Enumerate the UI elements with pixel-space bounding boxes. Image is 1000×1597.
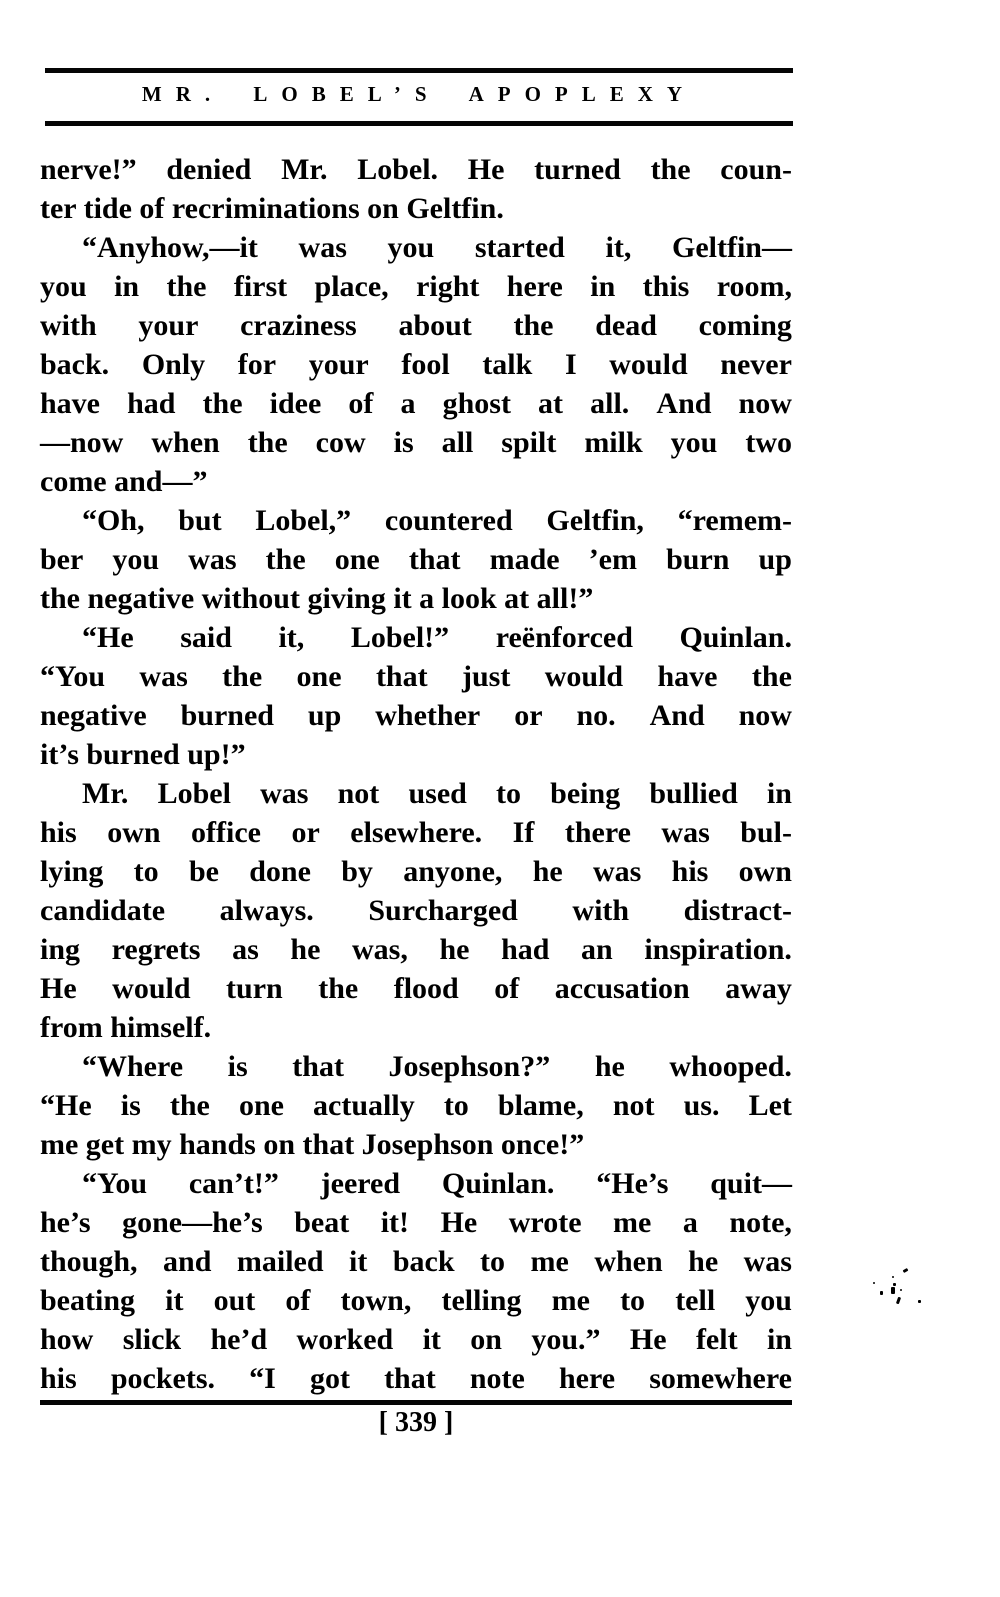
word: he’d	[210, 1323, 268, 1356]
word: worked	[296, 1323, 394, 1356]
word: town,	[340, 1284, 412, 1317]
word: to	[480, 1245, 506, 1278]
word: coun-	[720, 153, 792, 186]
word: talk	[482, 348, 533, 381]
word: me	[530, 1245, 569, 1278]
word: but	[178, 504, 222, 537]
word: the	[513, 309, 554, 342]
word: up	[307, 699, 342, 732]
word: in	[590, 270, 616, 303]
word: He	[467, 153, 505, 186]
word: with	[572, 894, 630, 927]
word: he	[439, 933, 470, 966]
word: quit—	[710, 1167, 792, 1200]
word: note,	[729, 1206, 792, 1239]
word: when	[594, 1245, 663, 1278]
text-line	[40, 540, 792, 579]
word: can’t!”	[188, 1167, 279, 1200]
word: had	[501, 933, 550, 966]
word: it	[349, 1245, 368, 1278]
word: at	[538, 387, 564, 420]
word: never	[720, 348, 792, 381]
word: or	[291, 816, 320, 849]
word: no.	[576, 699, 616, 732]
ink-speck	[891, 1287, 895, 1294]
word: denied	[166, 153, 252, 186]
word: bullied	[649, 777, 738, 810]
word: “You	[82, 1167, 148, 1200]
word: “Anyhow,—it	[82, 231, 258, 264]
paragraph	[40, 1164, 792, 1398]
word: ing	[40, 933, 81, 966]
word: up	[758, 543, 792, 576]
word: one	[296, 660, 342, 693]
word: that	[384, 1362, 436, 1395]
word: ’em	[588, 543, 637, 576]
word: whooped.	[669, 1050, 792, 1083]
word: was,	[352, 933, 408, 966]
ink-speck	[903, 1268, 909, 1273]
text-line: come and—”	[40, 465, 208, 498]
word: that	[375, 660, 428, 693]
word: coming	[698, 309, 792, 342]
word: a	[682, 1206, 698, 1239]
word: right	[416, 270, 480, 303]
word: If	[512, 816, 535, 849]
word: gone—he’s	[122, 1206, 263, 1239]
word: it!	[380, 1206, 410, 1239]
word: when	[151, 426, 220, 459]
word: is	[393, 426, 414, 459]
word: would	[112, 972, 191, 1005]
word: slick	[122, 1323, 182, 1356]
word: was	[260, 777, 309, 810]
word: the	[222, 660, 263, 693]
word: was	[743, 1245, 792, 1278]
text-line	[40, 1164, 792, 1203]
word: your	[308, 348, 369, 381]
word: bul-	[740, 816, 792, 849]
word: first	[233, 270, 288, 303]
text-line: the negative without giving it a look at all!”	[40, 582, 594, 615]
text-line	[40, 969, 792, 1008]
word: his	[671, 855, 709, 888]
word: spilt	[501, 426, 557, 459]
text-line	[40, 1242, 792, 1281]
paragraph	[40, 1047, 792, 1164]
text-line	[40, 1086, 792, 1125]
word: Quinlan.	[679, 621, 792, 654]
word: ghost	[442, 387, 511, 420]
text-line	[40, 618, 792, 657]
word: fool	[401, 348, 450, 381]
word: one	[238, 1089, 284, 1122]
word: in	[766, 777, 792, 810]
word: mailed	[236, 1245, 324, 1278]
header-rule-bottom	[45, 121, 793, 126]
text-line	[40, 1359, 792, 1398]
word: elsewhere.	[350, 816, 483, 849]
word: felt	[695, 1323, 738, 1356]
text-line	[40, 1047, 792, 1086]
word: Lobel.	[357, 153, 439, 186]
word: ber	[40, 543, 84, 576]
text-line	[40, 774, 792, 813]
text-line	[40, 1203, 792, 1242]
word: “You	[40, 660, 106, 693]
text-line: ter tide of recriminations on Geltfin.	[40, 192, 504, 225]
word: actually	[313, 1089, 415, 1122]
word: —now	[40, 426, 124, 459]
word: on	[470, 1323, 502, 1356]
word: about	[398, 309, 472, 342]
word: to	[133, 855, 159, 888]
word: He	[440, 1206, 478, 1239]
page-number: [ 339 ]	[378, 1407, 454, 1438]
word: it	[165, 1284, 184, 1317]
word: now	[738, 699, 792, 732]
word: this	[642, 270, 690, 303]
word: distract-	[683, 894, 792, 927]
word: turned	[534, 153, 621, 186]
word: reënforced	[495, 621, 633, 654]
word: you	[112, 543, 160, 576]
word: would	[544, 660, 624, 693]
word: Josephson?”	[388, 1050, 551, 1083]
word: own	[738, 855, 792, 888]
word: cow	[315, 426, 366, 459]
word: the	[650, 153, 691, 186]
text-line	[40, 423, 792, 462]
word: was	[188, 543, 237, 576]
paragraph	[40, 618, 792, 774]
word: lying	[40, 855, 104, 888]
word: be	[188, 855, 219, 888]
word: of	[285, 1284, 311, 1317]
word: a	[400, 387, 416, 420]
word: idee	[269, 387, 322, 420]
word: He	[629, 1323, 667, 1356]
word: his	[40, 816, 77, 849]
word: was	[298, 231, 347, 264]
word: us.	[683, 1089, 720, 1122]
word: inspiration.	[644, 933, 792, 966]
word: out	[213, 1284, 256, 1317]
ink-speck	[873, 1282, 875, 1284]
word: he	[688, 1245, 719, 1278]
word: the	[247, 426, 288, 459]
word: dead	[595, 309, 657, 342]
word: that	[292, 1050, 344, 1083]
paragraph	[40, 150, 792, 228]
word: somewhere	[649, 1362, 792, 1395]
word: He	[40, 972, 77, 1005]
text-line	[40, 930, 792, 969]
word: pockets.	[110, 1362, 215, 1395]
word: here	[558, 1362, 616, 1395]
text-line	[40, 813, 792, 852]
word: said	[180, 621, 232, 654]
word: by	[341, 855, 373, 888]
word: is	[227, 1050, 248, 1083]
word: of	[348, 387, 374, 420]
paragraph	[40, 501, 792, 618]
word: I	[564, 348, 577, 381]
word: he	[594, 1050, 625, 1083]
word: craziness	[240, 309, 357, 342]
word: turn	[226, 972, 283, 1005]
word: and	[163, 1245, 212, 1278]
word: he’s	[40, 1206, 91, 1239]
word: the	[751, 660, 792, 693]
word: whether	[375, 699, 481, 732]
text-line	[40, 228, 792, 267]
word: Lobel,”	[255, 504, 352, 537]
word: “He	[82, 621, 134, 654]
text-line: me get my hands on that Josephson once!”	[40, 1128, 585, 1161]
text-line: from himself.	[40, 1011, 212, 1044]
word: you	[670, 426, 718, 459]
word: to	[620, 1284, 646, 1317]
word: he	[290, 933, 321, 966]
word: flood	[393, 972, 459, 1005]
word: an	[581, 933, 613, 966]
word: all.	[590, 387, 630, 420]
word: your	[138, 309, 199, 342]
word: started	[474, 231, 565, 264]
word: that	[408, 543, 461, 576]
ink-speck	[892, 1276, 894, 1278]
word: you	[745, 1284, 792, 1317]
word: always.	[219, 894, 314, 927]
page-text	[40, 150, 792, 1398]
text-line	[40, 891, 792, 930]
ink-speck	[918, 1300, 921, 1303]
word: note	[469, 1362, 525, 1395]
word: negative	[40, 699, 147, 732]
word: “I	[249, 1362, 276, 1395]
word: own	[107, 816, 161, 849]
word: tell	[675, 1284, 716, 1317]
word: the	[202, 387, 243, 420]
text-line	[40, 1281, 792, 1320]
word: was	[139, 660, 188, 693]
header-rule-top	[45, 68, 793, 73]
word: just	[462, 660, 511, 693]
word: is	[120, 1089, 141, 1122]
word: blame,	[497, 1089, 584, 1122]
word: not	[337, 777, 380, 810]
chapter-title: MR. LOBEL’S APOPLEXY	[141, 82, 697, 106]
word: now	[738, 387, 792, 420]
ink-speck	[880, 1291, 883, 1295]
word: would	[609, 348, 688, 381]
word: “He’s	[596, 1167, 669, 1200]
word: not	[612, 1089, 655, 1122]
word: you.”	[531, 1323, 601, 1356]
word: the	[169, 1089, 210, 1122]
word: to	[496, 777, 521, 810]
word: nerve!”	[40, 153, 137, 186]
word: it,	[278, 621, 305, 654]
word: was	[593, 855, 642, 888]
word: have	[657, 660, 718, 693]
word: milk	[584, 426, 643, 459]
text-line	[40, 267, 792, 306]
text-line	[40, 150, 792, 189]
word: had	[127, 387, 176, 420]
word: room,	[716, 270, 792, 303]
word: regrets	[111, 933, 201, 966]
word: Lobel!”	[350, 621, 450, 654]
word: have	[40, 387, 100, 420]
word: though,	[40, 1245, 138, 1278]
word: countered	[384, 504, 513, 537]
word: back.	[40, 348, 110, 381]
word: burned	[180, 699, 274, 732]
word: anyone,	[403, 855, 503, 888]
word: to	[443, 1089, 469, 1122]
word: candidate	[40, 894, 166, 927]
word: me	[613, 1206, 652, 1239]
word: done	[249, 855, 311, 888]
word: or	[514, 699, 543, 732]
word: was	[661, 816, 710, 849]
word: the	[166, 270, 207, 303]
text-line	[40, 501, 792, 540]
word: in	[766, 1323, 792, 1356]
word: Only	[141, 348, 206, 381]
word: Let	[748, 1089, 792, 1122]
text-line	[40, 345, 792, 384]
word: wrote	[508, 1206, 582, 1239]
word: Geltfin—	[672, 231, 792, 264]
word: all	[441, 426, 474, 459]
word: in	[114, 270, 140, 303]
word: place,	[314, 270, 389, 303]
text-line	[40, 306, 792, 345]
word: one	[334, 543, 380, 576]
paragraph	[40, 228, 792, 501]
word: “remem-	[677, 504, 792, 537]
word: he	[532, 855, 563, 888]
word: for	[237, 348, 277, 381]
word: telling	[441, 1284, 522, 1317]
text-line: it’s burned up!”	[40, 738, 246, 771]
word: back	[392, 1245, 455, 1278]
word: you	[387, 231, 435, 264]
word: Mr.	[82, 777, 129, 810]
word: there	[564, 816, 631, 849]
word: accusation	[554, 972, 690, 1005]
word: it	[422, 1323, 441, 1356]
ink-speck	[900, 1289, 902, 1291]
word: And	[649, 699, 705, 732]
text-line	[40, 1320, 792, 1359]
word: his	[40, 1362, 77, 1395]
word: here	[506, 270, 563, 303]
word: Quinlan.	[441, 1167, 555, 1200]
word: made	[489, 543, 560, 576]
word: the	[318, 972, 359, 1005]
word: the	[265, 543, 306, 576]
word: Lobel	[157, 777, 231, 810]
word: “He	[40, 1089, 92, 1122]
word: with	[40, 309, 97, 342]
text-line	[40, 696, 792, 735]
word: you	[40, 270, 87, 303]
word: burn	[666, 543, 730, 576]
footer-rule	[40, 1400, 792, 1405]
word: beating	[40, 1284, 136, 1317]
paragraph	[40, 774, 792, 1047]
word: how	[40, 1323, 94, 1356]
word: Mr.	[281, 153, 328, 186]
ink-speck	[896, 1297, 901, 1305]
word: me	[551, 1284, 590, 1317]
word: beat	[294, 1206, 350, 1239]
word: Surcharged	[368, 894, 518, 927]
word: office	[191, 816, 261, 849]
word: got	[309, 1362, 350, 1395]
text-line	[40, 657, 792, 696]
word: jeered	[320, 1167, 401, 1200]
text-line	[40, 384, 792, 423]
text-line	[40, 852, 792, 891]
word: And	[656, 387, 712, 420]
word: used	[408, 777, 467, 810]
ink-speck	[893, 1283, 896, 1286]
word: “Oh,	[82, 504, 145, 537]
word: as	[232, 933, 259, 966]
word: Geltfin,	[546, 504, 644, 537]
word: “Where	[82, 1050, 184, 1083]
word: being	[550, 777, 621, 810]
word: it,	[605, 231, 632, 264]
word: away	[725, 972, 792, 1005]
word: of	[494, 972, 520, 1005]
word: two	[745, 426, 792, 459]
